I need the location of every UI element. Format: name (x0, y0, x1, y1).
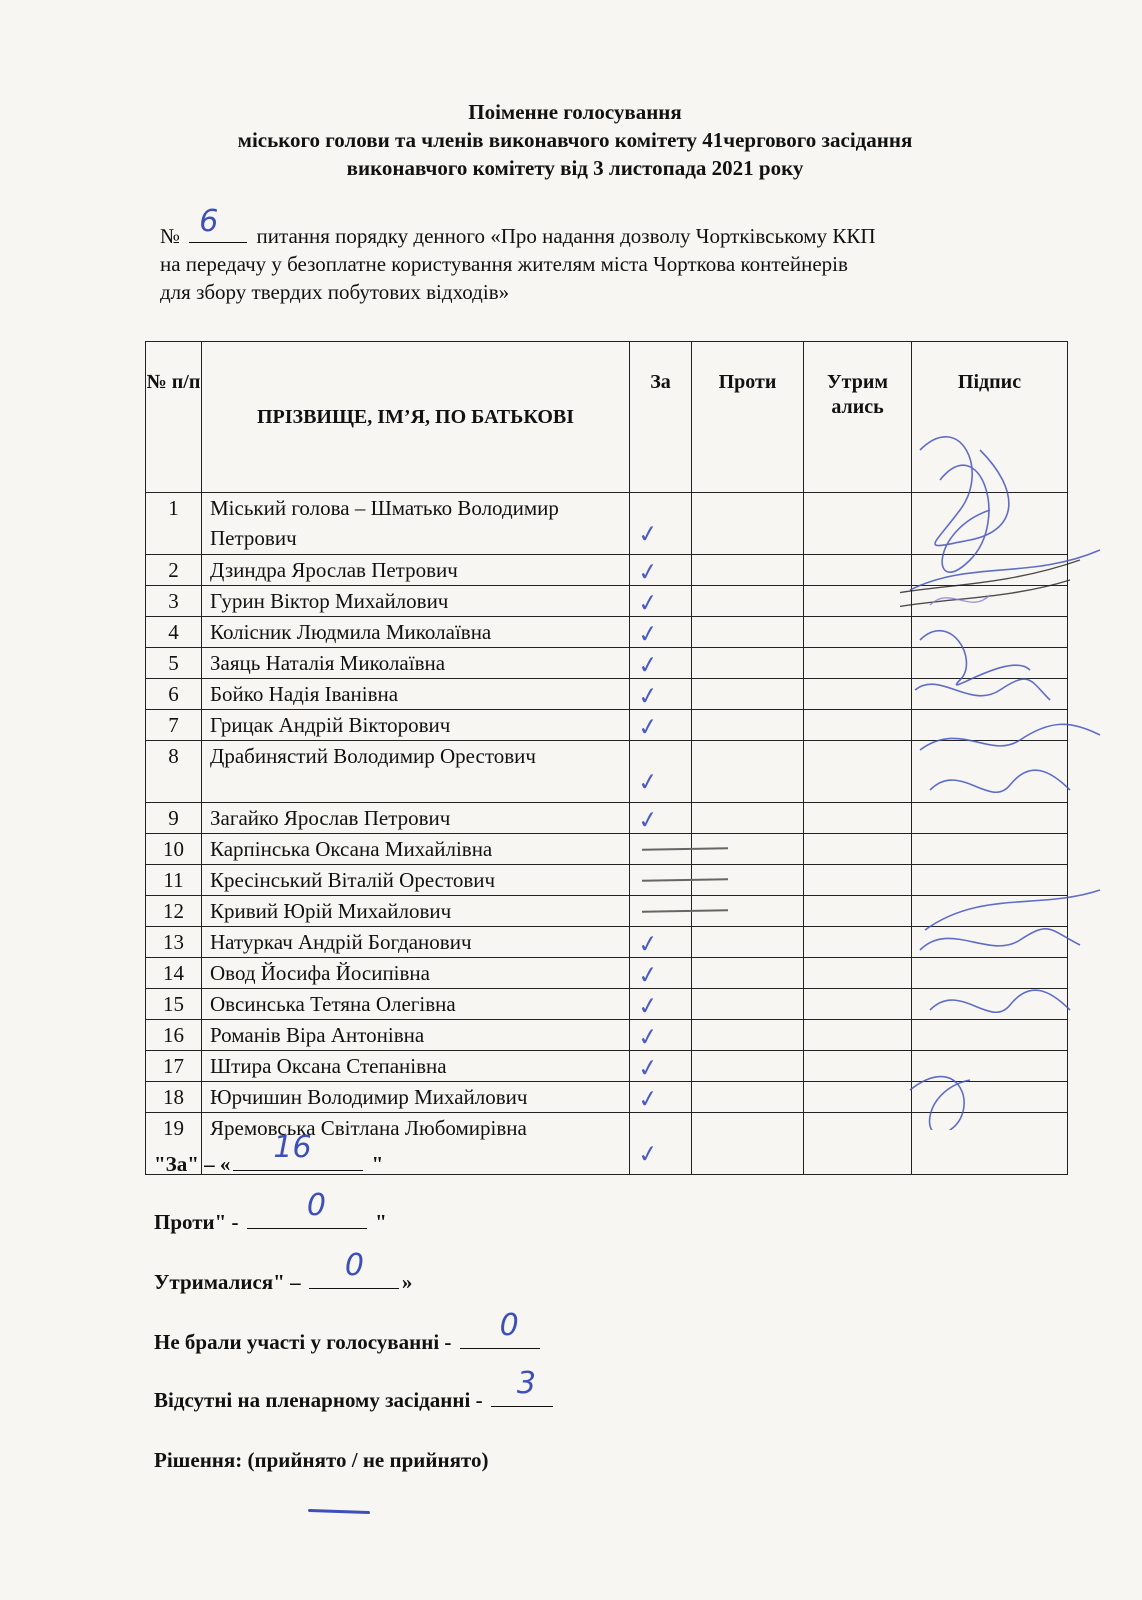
table-row (146, 710, 1068, 741)
checkmark-icon: ✓ (636, 1083, 660, 1115)
member-name: Дзиндра Ярослав Петрович (202, 555, 630, 586)
checkmark-icon: ✓ (636, 928, 660, 960)
agenda-question (160, 204, 1065, 306)
header-for: За (630, 342, 692, 493)
member-name: Романів Віра Антонівна (202, 1020, 630, 1051)
row-number: 12 (146, 896, 202, 927)
cell-signature (912, 865, 1068, 896)
member-name: Грицак Андрій Вікторович (202, 710, 630, 741)
cell-signature (912, 834, 1068, 865)
row-number: 4 (146, 617, 202, 648)
cell-for (630, 865, 692, 896)
cell-abstained (804, 1113, 912, 1175)
cell-signature (912, 896, 1068, 927)
row-number: 7 (146, 710, 202, 741)
cell-for (630, 710, 692, 741)
row-number: 3 (146, 586, 202, 617)
member-name: Овод Йосифа Йосипівна (202, 958, 630, 989)
checkmark-icon: ✓ (636, 518, 660, 550)
cell-abstained (804, 741, 912, 803)
cell-against (692, 555, 804, 586)
absent-count: 3 (516, 1366, 536, 1401)
question-line-3: для збору твердих побутових відходів» (160, 280, 510, 304)
table-row (146, 617, 1068, 648)
title-line-1: Поіменне голосування (468, 100, 682, 124)
row-number: 16 (146, 1020, 202, 1051)
row-number: 8 (146, 741, 202, 803)
table-row (146, 586, 1068, 617)
against-count: 0 (306, 1188, 326, 1223)
cell-abstained (804, 493, 912, 555)
cell-for (630, 1082, 692, 1113)
row-number: 11 (146, 865, 202, 896)
row-number: 19 (146, 1113, 202, 1175)
member-name: Штира Оксана Степанівна (202, 1051, 630, 1082)
not-voted-count: 0 (499, 1308, 519, 1343)
cell-abstained (804, 679, 912, 710)
cell-for (630, 927, 692, 958)
cell-for (630, 958, 692, 989)
summary-absent: Відсутні на пленарному засіданні - 3 (154, 1386, 556, 1414)
header-abstained: Утрим ались (804, 342, 912, 493)
table-row (146, 803, 1068, 834)
cell-signature (912, 958, 1068, 989)
cell-against (692, 1020, 804, 1051)
question-line-2: на передачу у безоплатне користування жителям міста Чорткова контейнерів (160, 252, 848, 276)
checkmark-icon: ✓ (636, 1138, 660, 1170)
table-row (146, 679, 1068, 710)
title-line-3: виконавчого комітету від 3 листопада 2021 року (346, 156, 804, 180)
row-number: 2 (146, 555, 202, 586)
checkmark-icon: ✓ (636, 587, 660, 619)
checkmark-icon: ✓ (636, 680, 660, 712)
member-name: Драбинястий Володимир Орестович (202, 741, 630, 803)
table-row (146, 896, 1068, 927)
cell-abstained (804, 865, 912, 896)
checkmark-icon: ✓ (636, 1021, 660, 1053)
table-row (146, 958, 1068, 989)
member-name: Кресінський Віталій Орестович (202, 865, 630, 896)
table-row (146, 648, 1068, 679)
cell-for (630, 803, 692, 834)
member-name: Натуркач Андрій Богданович (202, 927, 630, 958)
cell-against (692, 1051, 804, 1082)
cell-abstained (804, 1020, 912, 1051)
cell-abstained (804, 896, 912, 927)
cell-for (630, 586, 692, 617)
member-name: Загайко Ярослав Петрович (202, 803, 630, 834)
member-name: Кривий Юрій Михайлович (202, 896, 630, 927)
table-row (146, 493, 1068, 555)
table-row (146, 555, 1068, 586)
table-row (146, 927, 1068, 958)
cell-signature (912, 741, 1068, 803)
cell-for (630, 1020, 692, 1051)
summary-for: "За" – « 16 " (154, 1130, 384, 1176)
member-name: Яремовська Світлана Любомирівна (202, 1113, 630, 1175)
cell-abstained (804, 989, 912, 1020)
cell-signature (912, 989, 1068, 1020)
cell-for (630, 896, 692, 927)
cell-against (692, 617, 804, 648)
checkmark-icon: ✓ (636, 804, 660, 836)
cell-signature (912, 1113, 1068, 1175)
cell-signature (912, 927, 1068, 958)
cell-against (692, 958, 804, 989)
cell-against (692, 710, 804, 741)
cell-for (630, 648, 692, 679)
cell-for (630, 741, 692, 803)
member-name: Гурин Віктор Михайлович (202, 586, 630, 617)
summary-not-voted: Не брали участі у голосуванні - 0 (154, 1328, 543, 1356)
checkmark-icon: ✓ (636, 766, 660, 798)
for-count: 16 (273, 1130, 312, 1165)
table-row (146, 741, 1068, 803)
cell-signature (912, 586, 1068, 617)
header-signature: Підпис (912, 342, 1068, 493)
row-number: 5 (146, 648, 202, 679)
cell-abstained (804, 617, 912, 648)
cell-signature (912, 648, 1068, 679)
checkmark-icon: ✓ (636, 990, 660, 1022)
abstained-count: 0 (344, 1248, 364, 1283)
title-line-2: міського голови та членів виконавчого комітету 41чергового засідання (237, 128, 913, 152)
cell-abstained (804, 648, 912, 679)
roll-call-table (145, 341, 1068, 1175)
row-number: 14 (146, 958, 202, 989)
cell-abstained (804, 803, 912, 834)
member-name: Заяць Наталія Миколаївна (202, 648, 630, 679)
checkmark-icon: ✓ (636, 959, 660, 991)
table-row (146, 1082, 1068, 1113)
cell-for (630, 1051, 692, 1082)
row-number: 13 (146, 927, 202, 958)
cell-abstained (804, 555, 912, 586)
checkmark-icon: ✓ (636, 556, 660, 588)
cell-signature (912, 1051, 1068, 1082)
cell-signature (912, 1082, 1068, 1113)
question-number-prefix: № (160, 224, 181, 248)
member-name: Колісник Людмила Миколаївна (202, 617, 630, 648)
summary-decision: Рішення: (прийнято / не прийнято) (154, 1448, 489, 1472)
header-against: Проти (692, 342, 804, 493)
cell-for (630, 1113, 692, 1175)
checkmark-icon: ✓ (636, 711, 660, 743)
cell-signature (912, 710, 1068, 741)
header-name: ПРІЗВИЩЕ, ІМ’Я, ПО БАТЬКОВІ (202, 342, 630, 493)
cell-signature (912, 803, 1068, 834)
table-row (146, 1051, 1068, 1082)
question-number-blank (189, 204, 247, 243)
question-line-1: питання порядку денного «Про надання дозволу Чортківському ККП (256, 224, 876, 248)
question-number-handwritten: 6 (199, 204, 219, 239)
cell-for (630, 555, 692, 586)
table-row (146, 834, 1068, 865)
table-header-row (146, 342, 1068, 493)
cell-against (692, 679, 804, 710)
row-number: 18 (146, 1082, 202, 1113)
cell-abstained (804, 1082, 912, 1113)
table-row (146, 865, 1068, 896)
cell-against (692, 493, 804, 555)
cell-abstained (804, 958, 912, 989)
member-name: Овсинська Тетяна Олегівна (202, 989, 630, 1020)
cell-against (692, 586, 804, 617)
member-name: Карпінська Оксана Михайлівна (202, 834, 630, 865)
summary-abstained: Утрималися" – 0 » (154, 1248, 413, 1294)
decision-underline-mark (308, 1509, 370, 1514)
cell-against (692, 741, 804, 803)
cell-abstained (804, 927, 912, 958)
cell-abstained (804, 586, 912, 617)
cell-against (692, 927, 804, 958)
cell-abstained (804, 710, 912, 741)
table-body (146, 493, 1068, 1175)
row-number: 17 (146, 1051, 202, 1082)
row-number: 1 (146, 493, 202, 555)
cell-against (692, 803, 804, 834)
cell-against (692, 989, 804, 1020)
cell-for (630, 679, 692, 710)
header-num: № п/п (146, 342, 202, 493)
cell-abstained (804, 1051, 912, 1082)
checkmark-icon: ✓ (636, 618, 660, 650)
cell-abstained (804, 834, 912, 865)
summary-against: Проти" - 0 " (154, 1188, 387, 1234)
document-title (120, 98, 1030, 182)
cell-signature (912, 617, 1068, 648)
cell-signature (912, 555, 1068, 586)
cell-for (630, 834, 692, 865)
cell-for (630, 493, 692, 555)
checkmark-icon: ✓ (636, 1052, 660, 1084)
table-row (146, 1020, 1068, 1051)
member-name: Юрчишин Володимир Михайлович (202, 1082, 630, 1113)
table-row (146, 989, 1068, 1020)
cell-signature (912, 1020, 1068, 1051)
cell-against (692, 1082, 804, 1113)
cell-signature (912, 679, 1068, 710)
checkmark-icon: ✓ (636, 649, 660, 681)
member-name: Бойко Надія Іванівна (202, 679, 630, 710)
cell-for (630, 617, 692, 648)
member-name: Міський голова – Шматько Володимир Петрович (202, 493, 630, 555)
cell-for (630, 989, 692, 1020)
row-number: 9 (146, 803, 202, 834)
row-number: 15 (146, 989, 202, 1020)
row-number: 10 (146, 834, 202, 865)
cell-against (692, 1113, 804, 1175)
cell-signature (912, 493, 1068, 555)
cell-against (692, 648, 804, 679)
row-number: 6 (146, 679, 202, 710)
